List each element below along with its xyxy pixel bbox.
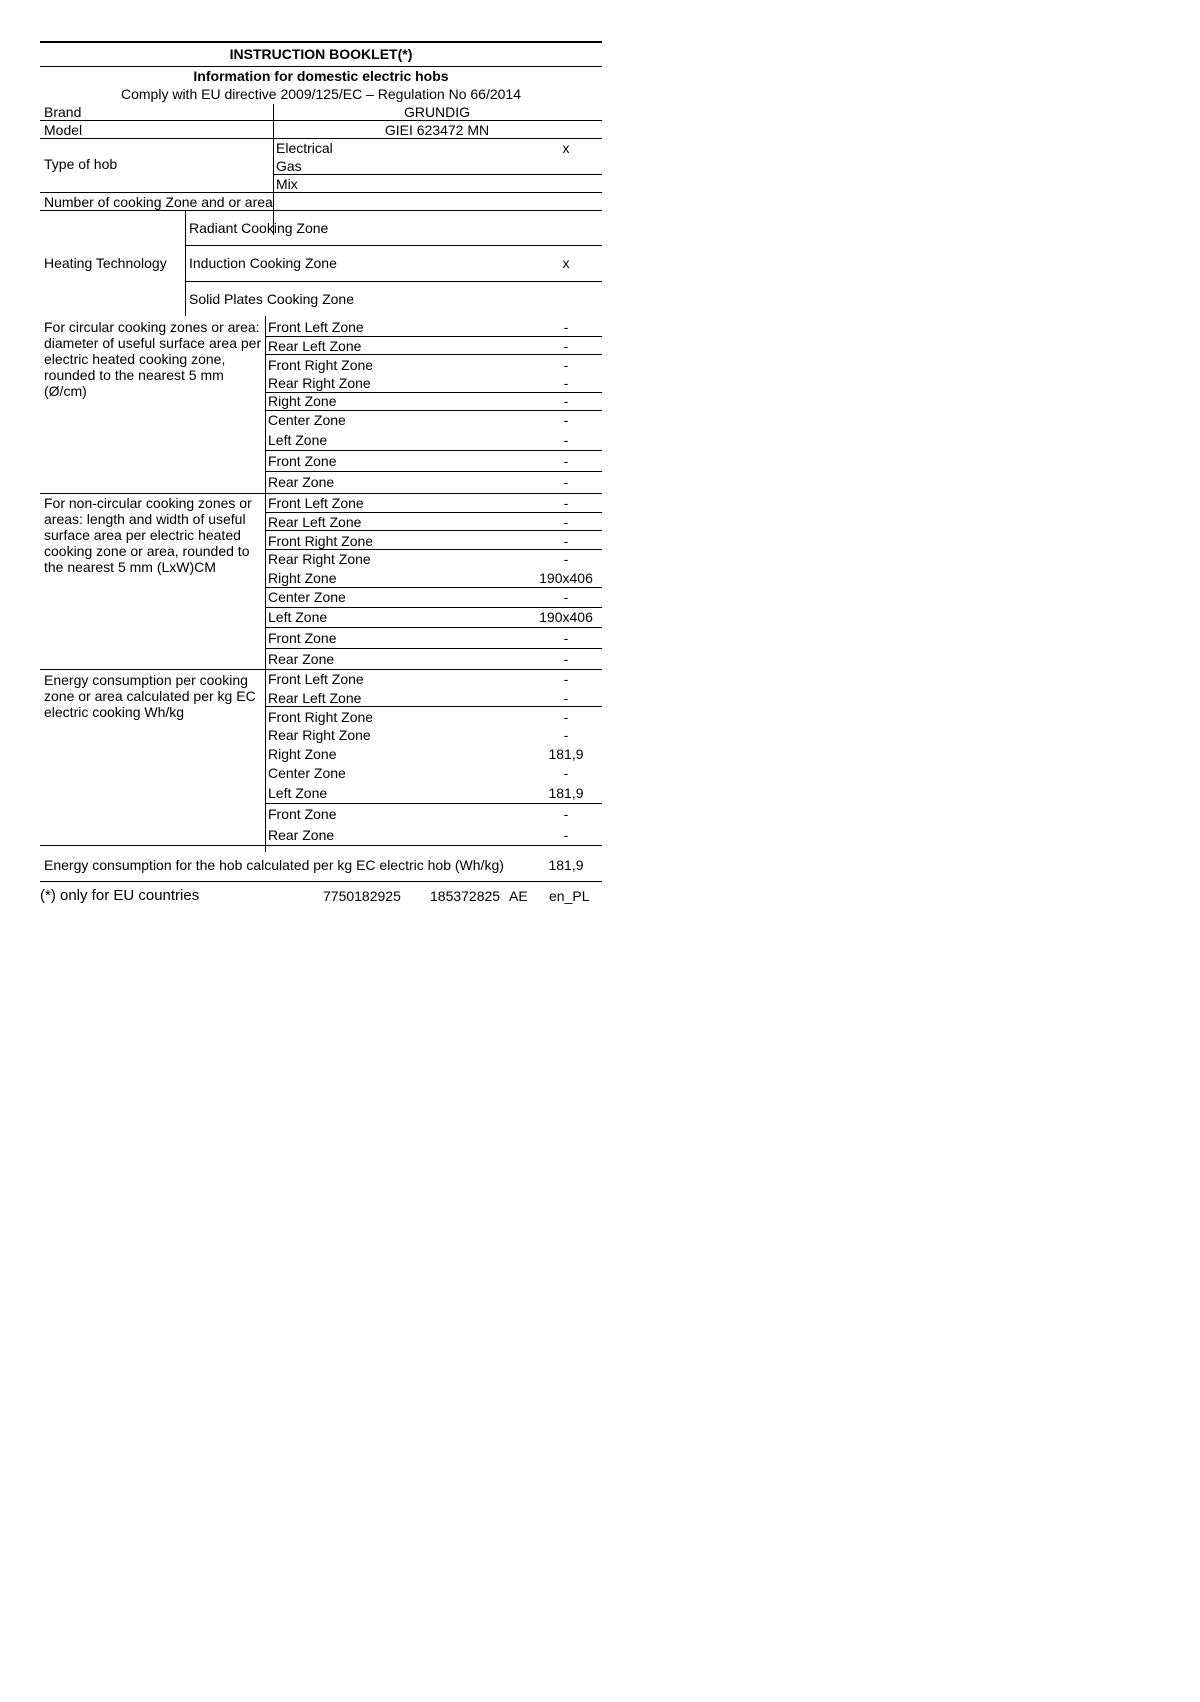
energy-zone-value: 181,9 <box>548 746 584 762</box>
model-value: GIEI 623472 MN <box>384 122 490 138</box>
energy-zone-name: Left Zone <box>268 785 328 801</box>
energy-zone-value: - <box>563 806 569 822</box>
heating-radiant: Radiant Cooking Zone <box>189 220 329 236</box>
heating-induction-mark: x <box>562 255 570 271</box>
noncircular-zone-value: - <box>563 589 569 605</box>
heating-tech-label: Heating Technology <box>44 255 167 271</box>
divider <box>40 669 602 670</box>
divider <box>185 281 602 282</box>
circular-zone-value: - <box>563 474 569 490</box>
energy-zone-value: - <box>563 690 569 706</box>
column-divider <box>273 104 274 235</box>
row-divider <box>265 706 602 707</box>
circular-zone-name: Rear Zone <box>268 474 335 490</box>
hob-type-label: Type of hob <box>44 156 118 172</box>
energy-zone-value: - <box>563 671 569 687</box>
row-divider <box>265 803 602 804</box>
circular-zone-name: Right Zone <box>268 393 337 409</box>
divider <box>40 41 602 43</box>
noncircular-zone-value: - <box>563 551 569 567</box>
divider <box>273 174 602 175</box>
noncircular-zone-name: Center Zone <box>268 589 346 605</box>
divider <box>40 210 602 211</box>
energy-zone-value: - <box>563 727 569 743</box>
circular-zone-value: - <box>563 393 569 409</box>
row-divider <box>265 392 602 393</box>
energy-zone-value: - <box>563 827 569 843</box>
energy-zone-name: Rear Right Zone <box>268 727 371 743</box>
circular-zone-value: - <box>563 432 569 448</box>
circular-zone-value: - <box>563 338 569 354</box>
divider <box>40 192 602 193</box>
row-divider <box>265 587 602 588</box>
model-label: Model <box>44 122 83 138</box>
noncircular-zone-value: - <box>563 630 569 646</box>
divider <box>40 493 602 494</box>
noncircular-zone-value: - <box>563 533 569 549</box>
row-divider <box>265 410 602 411</box>
hob-type-mix: Mix <box>276 176 298 192</box>
row-divider <box>265 607 602 608</box>
row-divider <box>265 354 602 355</box>
hob-type-gas: Gas <box>276 158 302 174</box>
noncircular-zone-name: Rear Right Zone <box>268 551 371 567</box>
circular-zone-value: - <box>563 453 569 469</box>
noncircular-zone-value: - <box>563 651 569 667</box>
circular-zone-value: - <box>563 412 569 428</box>
energy-zone-name: Front Left Zone <box>268 671 364 687</box>
row-divider <box>265 627 602 628</box>
energy-zones-label: Energy consumption per cooking zone or area calculated per kg EC electric cooking Wh/kg <box>44 672 256 720</box>
noncircular-zone-name: Front Zone <box>268 630 337 646</box>
footer-code-2: 185372825 <box>430 888 501 904</box>
energy-zone-name: Front Zone <box>268 806 337 822</box>
document-subtitle: Information for domestic electric hobs <box>193 68 449 84</box>
instruction-booklet-table <box>40 41 602 921</box>
divider <box>185 245 602 246</box>
noncircular-zone-value: - <box>563 495 569 511</box>
directive-text: Comply with EU directive 2009/125/EC – Regulation No 66/2014 <box>120 86 521 102</box>
energy-total-label: Energy consumption for the hob calculated per kg EC electric hob (Wh/kg) <box>44 857 504 873</box>
energy-zone-value: - <box>563 709 569 725</box>
circular-zone-name: Rear Right Zone <box>268 375 371 391</box>
circular-zone-name: Center Zone <box>268 412 346 428</box>
noncircular-zone-name: Left Zone <box>268 609 328 625</box>
row-divider <box>265 549 602 550</box>
noncircular-zones-label: For non-circular cooking zones or areas: length and width of useful surface area per electric heated cooking zone or area, rounded to the nearest 5 mm (LxW)CM <box>44 495 252 575</box>
energy-zone-name: Center Zone <box>268 765 346 781</box>
footer-locale: en_PL <box>549 888 590 904</box>
circular-zone-name: Front Zone <box>268 453 337 469</box>
energy-zone-name: Front Right Zone <box>268 709 374 725</box>
noncircular-zone-name: Front Left Zone <box>268 495 364 511</box>
divider <box>40 845 602 846</box>
noncircular-zone-name: Rear Zone <box>268 651 335 667</box>
noncircular-zone-name: Front Right Zone <box>268 533 374 549</box>
row-divider <box>265 450 602 451</box>
circular-zone-value: - <box>563 375 569 391</box>
heating-induction: Induction Cooking Zone <box>189 255 337 271</box>
energy-zone-name: Rear Zone <box>268 827 335 843</box>
heating-solid-plates: Solid Plates Cooking Zone <box>189 291 354 307</box>
noncircular-zone-value: 190x406 <box>539 570 593 586</box>
brand-label: Brand <box>44 104 82 120</box>
row-divider <box>265 471 602 472</box>
divider <box>40 138 602 139</box>
noncircular-zone-value: - <box>563 514 569 530</box>
circular-zone-name: Rear Left Zone <box>268 338 362 354</box>
circular-zone-name: Front Right Zone <box>268 357 374 373</box>
brand-value: GRUNDIG <box>403 104 471 120</box>
footer-code-3: AE <box>509 888 528 904</box>
circular-zone-value: - <box>563 319 569 335</box>
document-title: INSTRUCTION BOOKLET(*) <box>229 46 413 62</box>
hob-type-electrical: Electrical <box>276 140 333 156</box>
energy-total-value: 181,9 <box>548 857 584 873</box>
row-divider <box>265 512 602 513</box>
circular-zone-name: Front Left Zone <box>268 319 364 335</box>
row-divider <box>265 530 602 531</box>
circular-zone-value: - <box>563 357 569 373</box>
divider <box>40 66 602 67</box>
noncircular-zone-name: Right Zone <box>268 570 337 586</box>
noncircular-zone-value: 190x406 <box>539 609 593 625</box>
column-divider <box>185 210 186 316</box>
divider <box>40 120 602 121</box>
zones-count-label: Number of cooking Zone and or area <box>44 194 273 210</box>
column-divider <box>265 316 266 852</box>
energy-zone-name: Right Zone <box>268 746 337 762</box>
divider <box>40 881 602 882</box>
energy-zone-value: 181,9 <box>548 785 584 801</box>
noncircular-zone-name: Rear Left Zone <box>268 514 362 530</box>
footer-code-1: 7750182925 <box>323 888 401 904</box>
circular-zones-label: For circular cooking zones or area: diameter of useful surface area per electric heated cooking zone, rounded to the nearest 5 mm (Ø/cm) <box>44 319 262 399</box>
row-divider <box>265 648 602 649</box>
energy-zone-value: - <box>563 765 569 781</box>
row-divider <box>265 336 602 337</box>
circular-zone-name: Left Zone <box>268 432 328 448</box>
footer-note: (*) only for EU countries <box>40 887 200 904</box>
energy-zone-name: Rear Left Zone <box>268 690 362 706</box>
hob-type-electrical-mark: x <box>562 140 570 156</box>
